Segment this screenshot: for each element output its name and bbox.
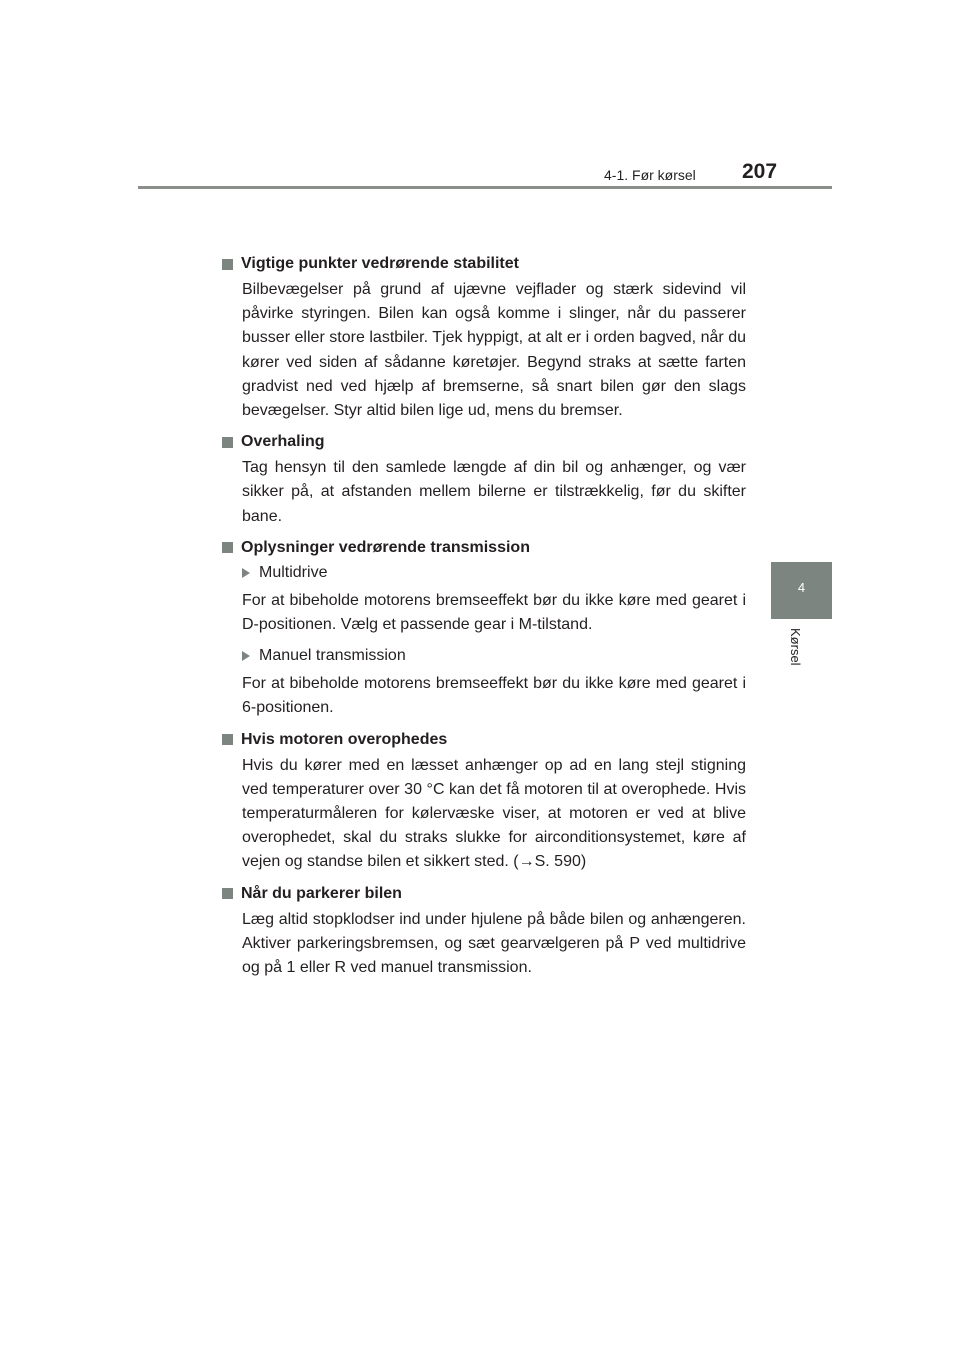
sub-item-multidrive xyxy=(242,562,746,584)
page-number: 207 xyxy=(742,160,778,183)
section-heading-text: Vigtige punkter vedrørende stabilitet xyxy=(241,255,519,272)
section-transmission xyxy=(222,537,746,721)
paragraph-text: Hvis du kører med en læsset anhænger op ad en lang stejl stigning ved temperaturer over 30 °C kan det få motoren til at overophede. Hvis temperaturmåleren for kølervæske viser, at motoren er ved at blive overophedet, skal du straks slukke for airconditionsystemet, køre af vejen og standse bilen et sikkert sted. xyxy=(242,756,746,871)
square-bullet-icon xyxy=(222,259,233,270)
section-heading xyxy=(222,729,746,751)
section-heading xyxy=(222,537,746,559)
section-heading-text: Hvis motoren overophedes xyxy=(241,730,448,748)
section-paragraph: Bilbevægelser på grund af ujævne vejflader og stærk sidevind vil påvirke styringen. Bilen kan også komme i slinger, når du passerer busser eller store lastbiler. Tjek hyppigt, at alt er i orden bagved, når du kører ved siden af sådanne køretøjer. Begynd straks at sætte farten gradvist ned ved hjælp af bremserne, så snart bilen gør den slags bevægelser. Styr altid bilen lige ud, mens du bremser. xyxy=(242,281,746,420)
sub-item-manual-transmission xyxy=(242,645,746,667)
main-content xyxy=(222,253,746,988)
sub-item-label: Multidrive xyxy=(259,563,328,581)
sub-item-paragraph: For at bibeholde motorens bremseeffekt bør du ikke køre med gearet i D-positionen. Vælg et passende gear i M-tilstand. xyxy=(242,591,746,634)
section-heading xyxy=(222,883,746,905)
square-bullet-icon xyxy=(222,734,233,745)
chapter-tab-number: 4 xyxy=(797,580,806,595)
sub-item-paragraph: For at bibeholde motorens bremseeffekt bør du ikke køre med gearet i 6-positionen. xyxy=(242,675,746,717)
header-divider xyxy=(138,186,832,189)
triangle-bullet-icon xyxy=(242,568,250,578)
triangle-bullet-icon xyxy=(242,651,250,661)
chapter-label xyxy=(777,628,817,678)
section-heading xyxy=(222,431,746,453)
section-paragraph xyxy=(242,754,746,875)
section-heading-text: Oplysninger vedrørende transmission xyxy=(241,538,530,556)
section-stability xyxy=(222,253,746,423)
section-paragraph: Tag hensyn til den samlede længde af din bil og anhænger, og vær sikker på, at afstanden mellem bilerne er tilstrækkelig, før du skifter bane. xyxy=(242,459,746,525)
sub-item-label: Manuel transmission xyxy=(259,647,406,665)
section-overheating xyxy=(222,729,746,875)
chapter-tab xyxy=(771,562,832,619)
section-heading xyxy=(222,253,746,275)
square-bullet-icon xyxy=(222,888,233,899)
section-parking xyxy=(222,883,746,981)
section-heading-text: Når du parkerer bilen xyxy=(241,884,402,902)
section-heading-text: Overhaling xyxy=(241,433,325,451)
section-overtaking xyxy=(222,431,746,529)
square-bullet-icon xyxy=(222,437,233,448)
section-paragraph: Læg altid stopklodser ind under hjulene på både bilen og anhængeren. Aktiver parkeringsbremsen, og sæt gearvælgeren på P ved multidrive og på 1 eller R ved manuel transmission. xyxy=(242,910,746,977)
page-reference-link[interactable]: (→S. 590) xyxy=(513,853,587,871)
chapter-label-text: Kørsel xyxy=(788,628,803,666)
square-bullet-icon xyxy=(222,542,233,553)
header-section-title: 4-1. Før kørsel xyxy=(604,167,696,183)
